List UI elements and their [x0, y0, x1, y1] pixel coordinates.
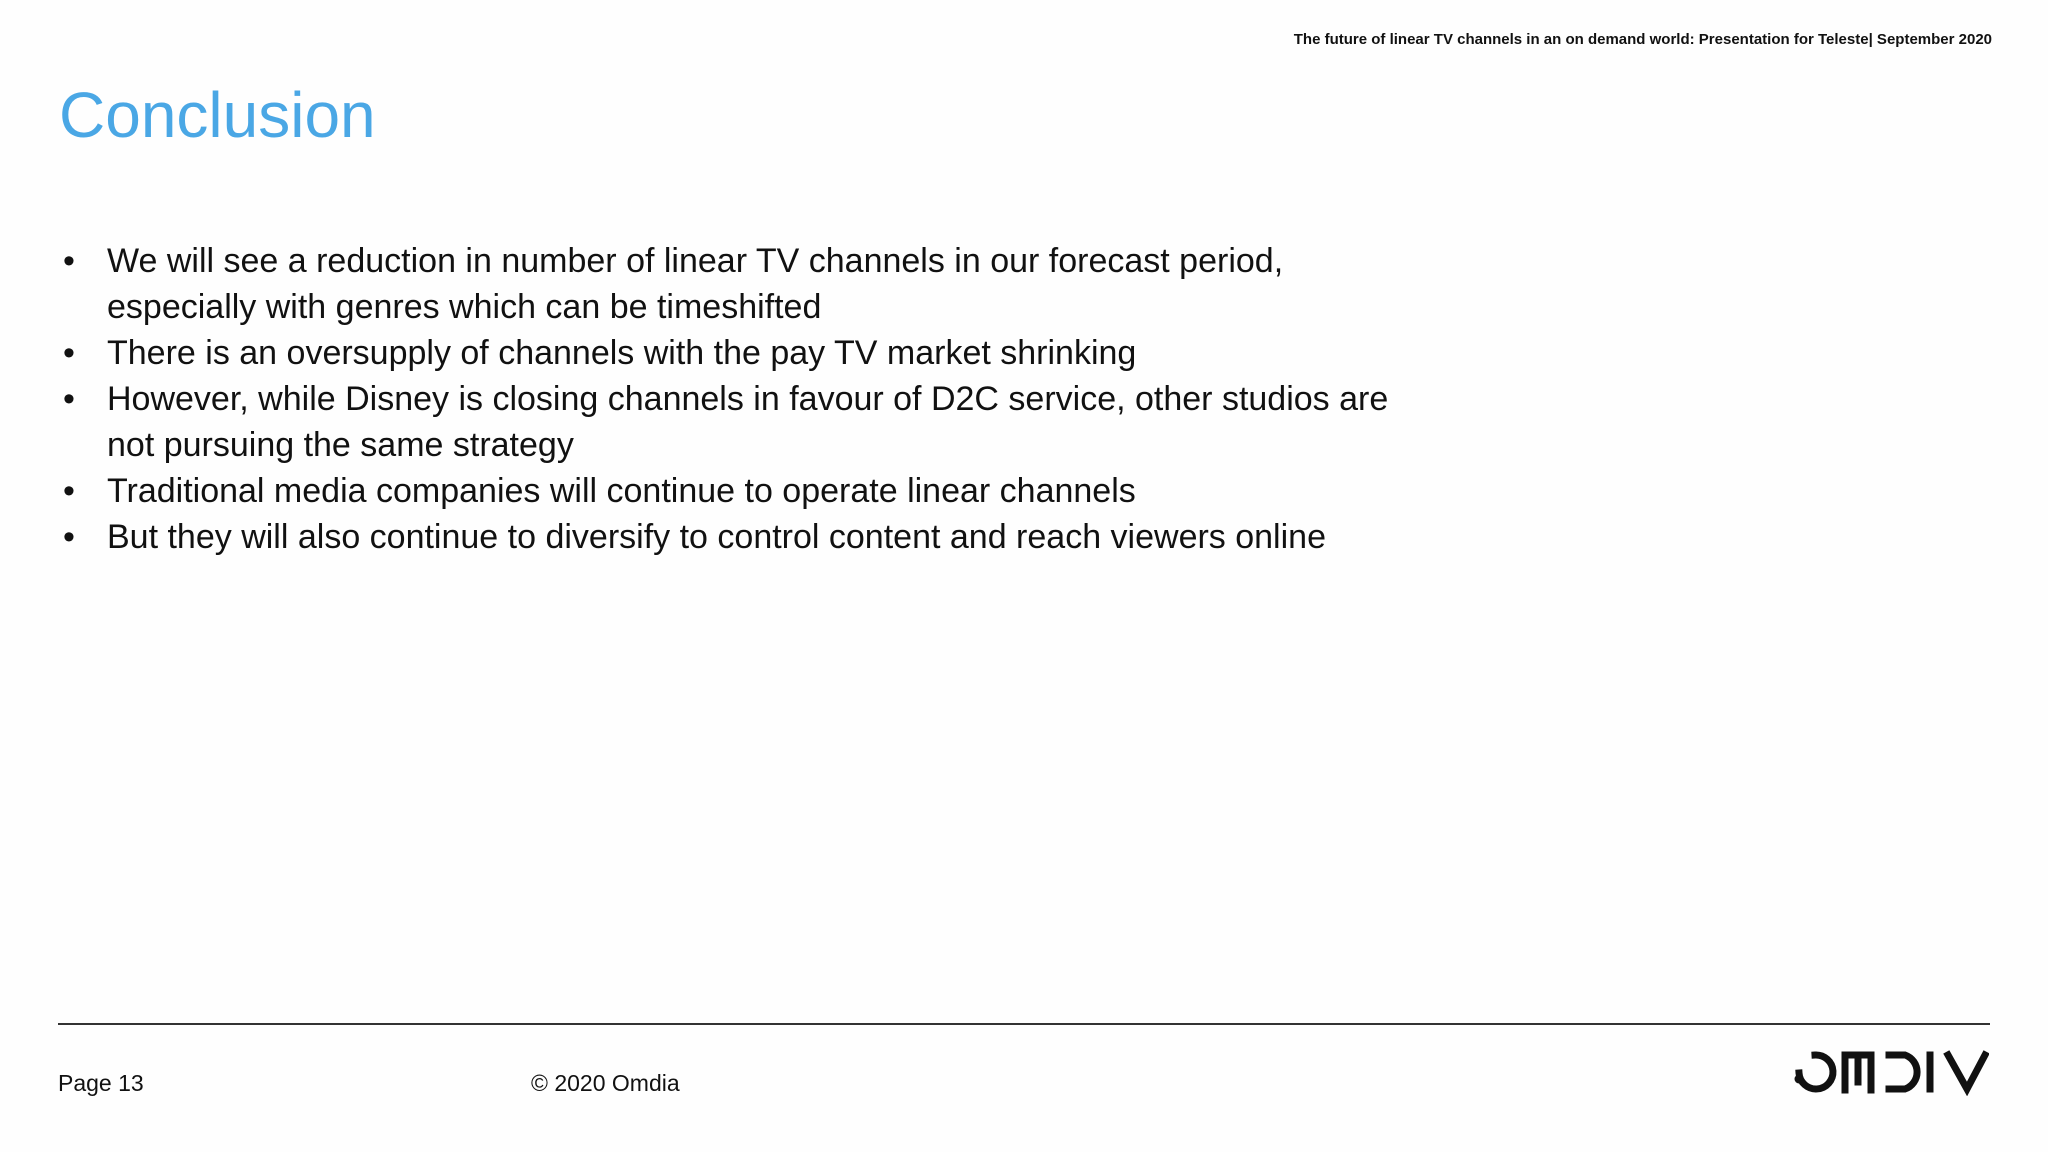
slide-title: Conclusion — [59, 79, 376, 151]
header-note: The future of linear TV channels in an on demand world: Presentation for Teleste| September 2020 — [1293, 31, 1992, 48]
footer-divider — [58, 1023, 1990, 1025]
omdia-logo-o — [1799, 1055, 1833, 1089]
bullet-item-disney-strategy — [59, 376, 1439, 468]
omdia-logo — [1793, 1048, 1989, 1096]
omdia-logo-d — [1889, 1055, 1917, 1089]
bullet-item-diversify-online — [59, 514, 1439, 560]
bullet-line: not pursuing the same strategy — [107, 426, 574, 464]
bullet-item-linear-operations — [59, 468, 1439, 514]
omdia-logo-m — [1845, 1055, 1871, 1090]
bullet-dot-icon: • — [63, 334, 75, 372]
copyright-notice: © 2020 Omdia — [531, 1070, 680, 1096]
bullet-item-oversupply — [59, 330, 1439, 376]
bullet-line: But they will also continue to diversify to control content and reach viewers online — [107, 518, 1326, 556]
conclusion-bullet-list — [59, 238, 1439, 560]
omdia-logo-dot — [1795, 1075, 1804, 1084]
bullet-line: However, while Disney is closing channels in favour of D2C service, other studios are — [107, 380, 1389, 418]
page-number: Page 13 — [58, 1070, 144, 1096]
bullet-dot-icon: • — [63, 518, 75, 556]
bullet-line: Traditional media companies will continue to operate linear channels — [107, 472, 1136, 510]
bullet-dot-icon: • — [63, 380, 75, 418]
omdia-logo-a — [1948, 1055, 1985, 1089]
bullet-dot-icon: • — [63, 242, 75, 280]
bullet-line: especially with genres which can be timeshifted — [107, 288, 822, 326]
bullet-item-reduction — [59, 238, 1439, 330]
bullet-line: There is an oversupply of channels with the pay TV market shrinking — [107, 334, 1137, 372]
bullet-dot-icon: • — [63, 472, 75, 510]
bullet-line: We will see a reduction in number of linear TV channels in our forecast period, — [107, 242, 1284, 280]
